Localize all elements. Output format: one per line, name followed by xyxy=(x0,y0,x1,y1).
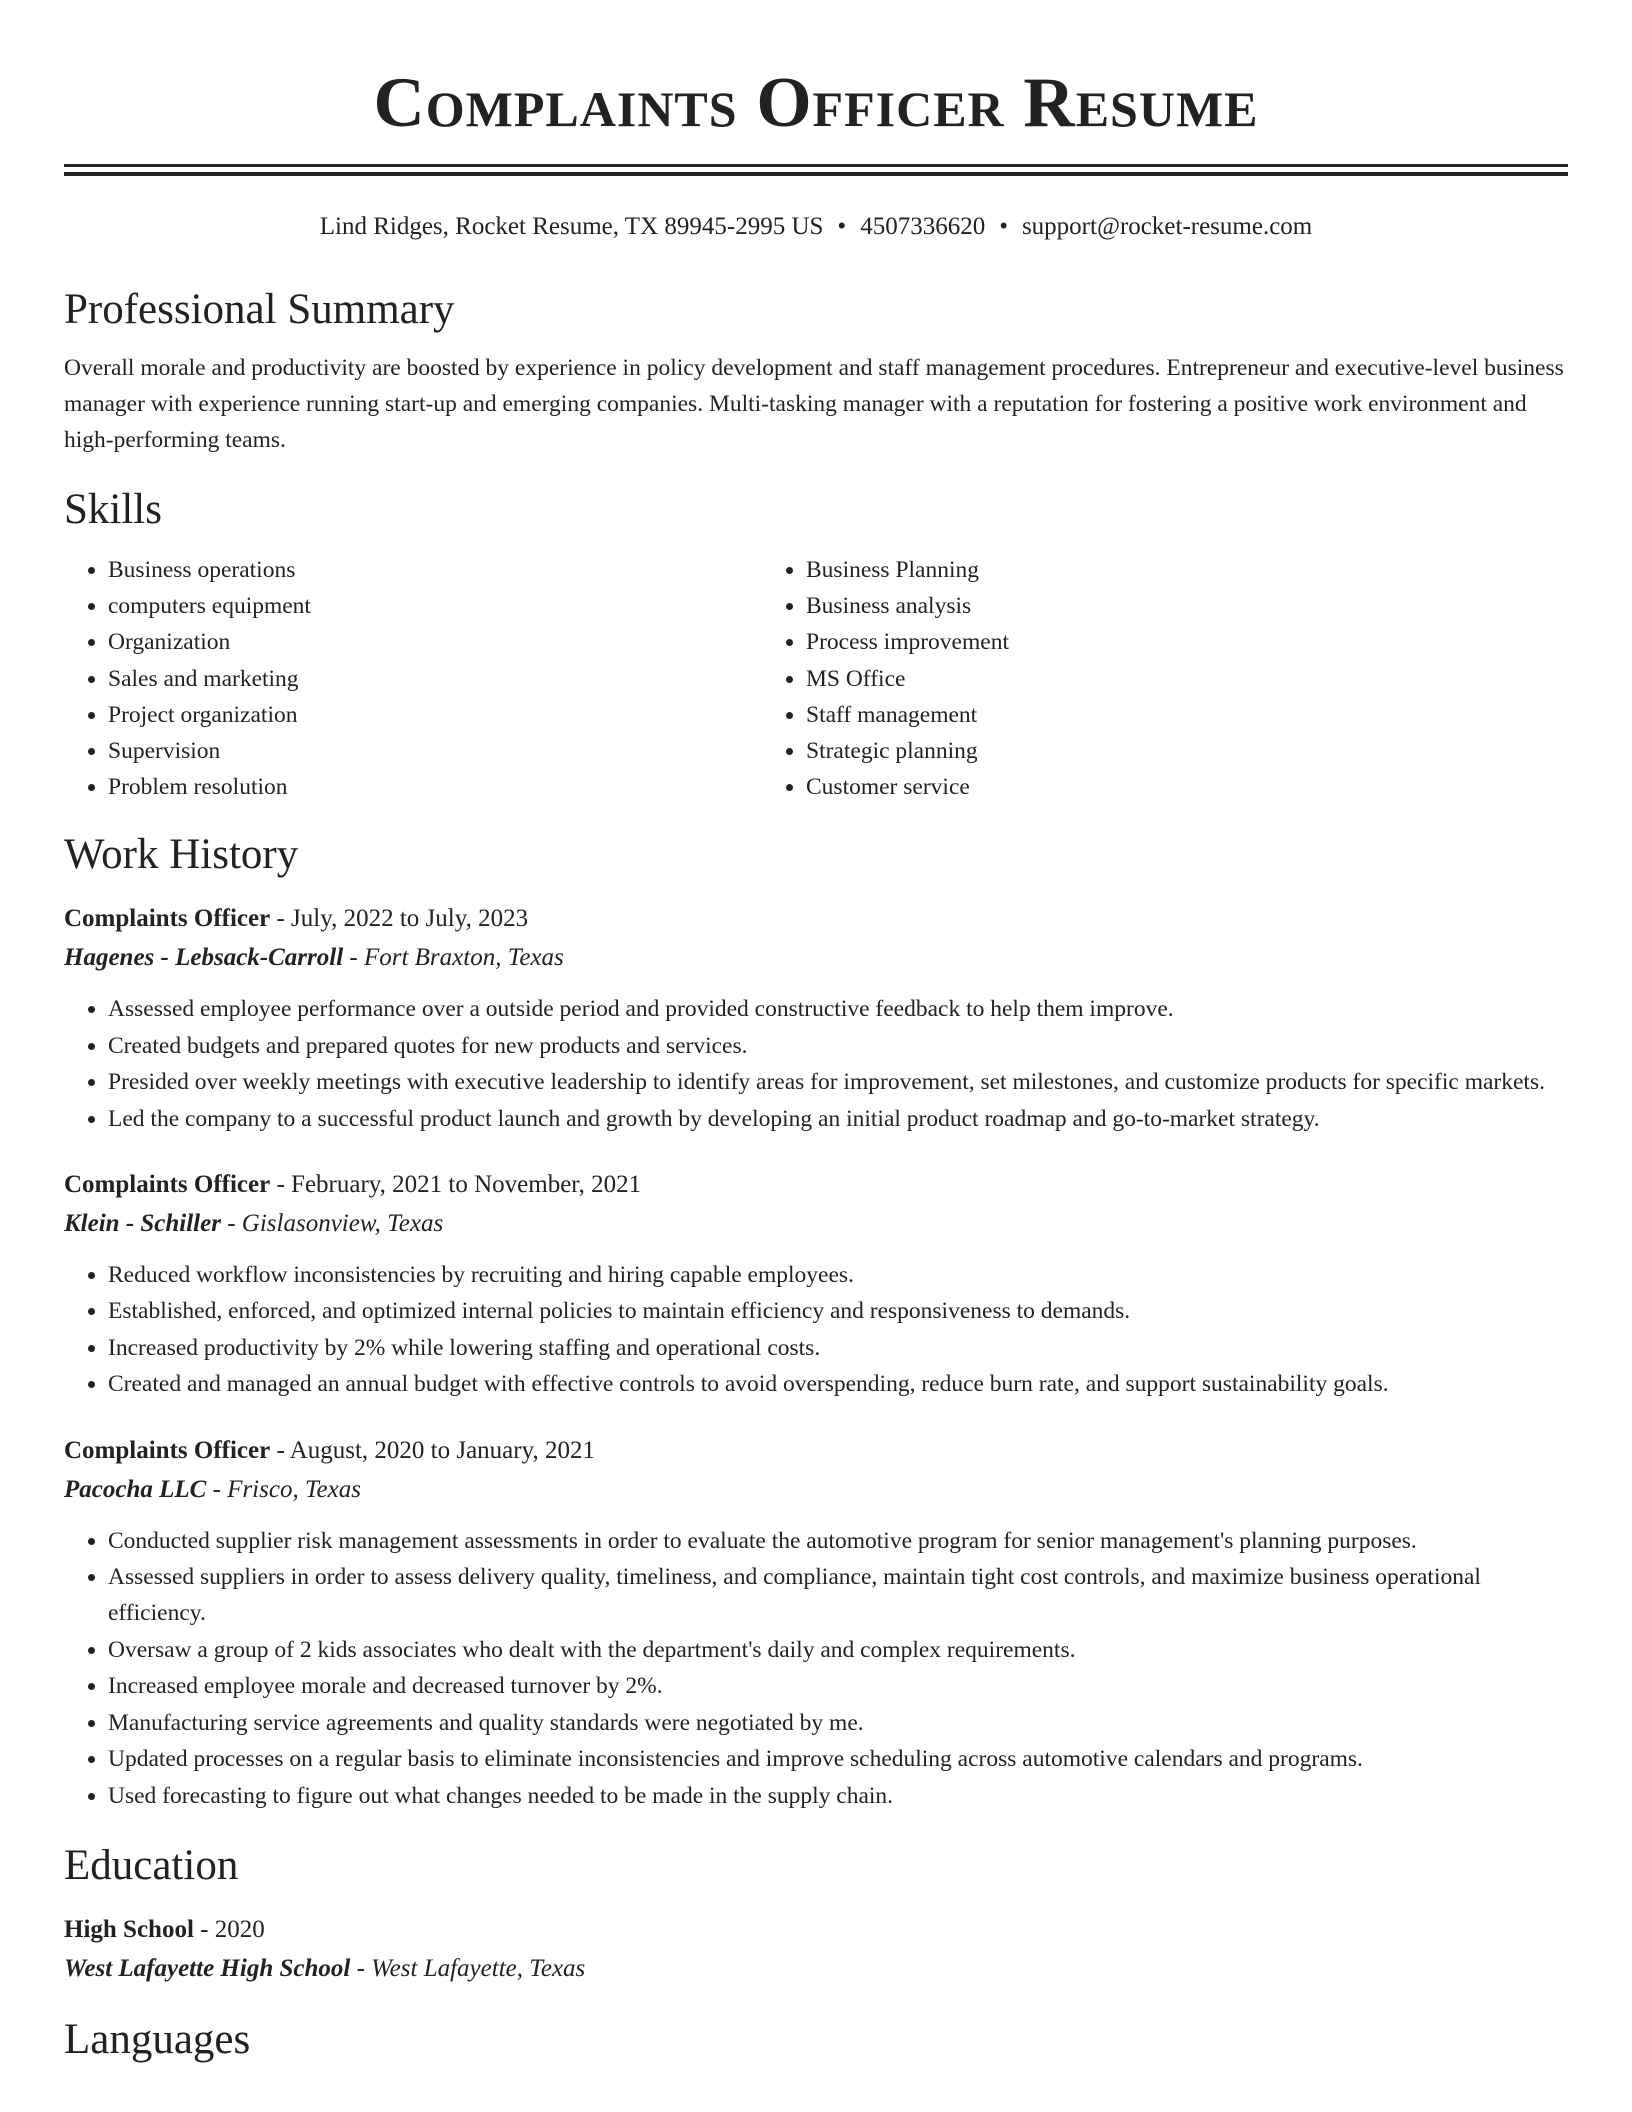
skill-item: • Staff management xyxy=(806,697,1504,733)
skill-item: • Problem resolution xyxy=(108,769,762,805)
job-bullet: • Assessed employee performance over a outside period and provided constructive feedback to help them improve. xyxy=(108,991,1568,1027)
school-line xyxy=(64,1949,1568,1988)
job-bullet: • Used forecasting to figure out what changes needed to be made in the supply chain. xyxy=(108,1778,1568,1814)
job-bullet: • Updated processes on a regular basis to eliminate inconsistencies and improve scheduling across automotive calendars and programs. xyxy=(108,1741,1568,1777)
job-bullets xyxy=(64,1523,1568,1814)
degree-line xyxy=(64,1910,1568,1949)
job-bullet: • Reduced workflow inconsistencies by recruiting and hiring capable employees. xyxy=(108,1257,1568,1293)
contact-separator: • xyxy=(999,213,1008,240)
skills-column-right xyxy=(762,552,1504,805)
skill-item: • Process improvement xyxy=(806,624,1504,660)
company-name: Pacocha LLC xyxy=(64,1475,207,1503)
job-title-line xyxy=(64,1431,1568,1470)
job-bullet: • Conducted supplier risk management assessments in order to evaluate the automotive program for senior management's planning purposes. xyxy=(108,1523,1568,1559)
company-line xyxy=(64,1470,1568,1509)
contact-email: support@rocket-resume.com xyxy=(1021,213,1313,240)
job-bullet: • Led the company to a successful product launch and growth by developing an initial product roadmap and go-to-market strategy. xyxy=(108,1101,1568,1137)
job-bullet: • Manufacturing service agreements and quality standards were negotiated by me. xyxy=(108,1705,1568,1741)
job-entry xyxy=(64,899,1568,1137)
job-entry xyxy=(64,1165,1568,1403)
contact-separator: • xyxy=(837,213,847,240)
company-name: Hagenes - Lebsack-Carroll xyxy=(64,944,344,972)
skill-item: • Strategic planning xyxy=(806,733,1504,769)
contact-address: Lind Ridges, Rocket Resume, TX 89945-2995 US xyxy=(319,213,824,240)
skill-item: • Sales and marketing xyxy=(108,661,762,697)
job-bullet: • Assessed suppliers in order to assess delivery quality, timeliness, and compliance, maintain tight cost controls, and maximize business operational efficiency. xyxy=(108,1559,1568,1632)
resume-page xyxy=(64,0,1568,2066)
skill-item: • Customer service xyxy=(806,769,1504,805)
education-heading: Education xyxy=(64,1841,239,1889)
skill-item: • Business Planning xyxy=(806,552,1504,588)
skill-item: • Organization xyxy=(108,624,762,660)
education-entry xyxy=(64,1910,1568,1988)
job-dates: - August, 2020 to January, 2021 xyxy=(270,1436,595,1464)
skills-column-left xyxy=(64,552,762,805)
company-location: - Fort Braxton, Texas xyxy=(343,944,564,972)
job-title: Complaints Officer xyxy=(64,905,271,933)
title-rule-top xyxy=(64,164,1568,167)
company-name: Klein - Schiller xyxy=(64,1210,221,1238)
skill-item: • Supervision xyxy=(108,733,762,769)
skills-heading: Skills xyxy=(64,486,162,533)
job-dates: - February, 2021 to November, 2021 xyxy=(270,1171,642,1199)
summary-heading: Professional Summary xyxy=(64,286,455,333)
resume-title: Complaints Officer Resume xyxy=(373,64,1259,142)
job-title-line xyxy=(64,1165,1568,1204)
job-bullets xyxy=(64,1257,1568,1403)
company-line xyxy=(64,938,1568,977)
job-title: Complaints Officer xyxy=(64,1171,271,1199)
contact-phone: 4507336620 xyxy=(860,213,986,240)
job-bullet: • Established, enforced, and optimized internal policies to maintain efficiency and responsiveness to demands. xyxy=(108,1293,1568,1329)
skill-item: • Business operations xyxy=(108,552,762,588)
languages-heading: Languages xyxy=(64,2015,251,2063)
company-location: - Frisco, Texas xyxy=(206,1475,361,1503)
job-bullet: • Created and managed an annual budget with effective controls to avoid overspending, reduce burn rate, and support sustainability goals. xyxy=(108,1366,1568,1402)
job-title: Complaints Officer xyxy=(64,1436,271,1464)
job-bullet: • Created budgets and prepared quotes for new products and services. xyxy=(108,1028,1568,1064)
title-rule-bottom xyxy=(64,172,1568,176)
skills-list xyxy=(64,552,1568,805)
graduation-year: - 2020 xyxy=(193,1915,265,1943)
job-bullet: • Oversaw a group of 2 kids associates who dealt with the department's daily and complex requirements. xyxy=(108,1632,1568,1668)
job-bullets xyxy=(64,991,1568,1137)
job-bullet: • Presided over weekly meetings with executive leadership to identify areas for improvement, set milestones, and customize products for specific markets. xyxy=(108,1064,1568,1100)
work-history-heading: Work History xyxy=(64,831,299,879)
job-entry xyxy=(64,1431,1568,1814)
contact-line xyxy=(64,210,1568,244)
company-line xyxy=(64,1204,1568,1243)
school-location: - West Lafayette, Texas xyxy=(350,1954,586,1982)
degree: High School xyxy=(64,1915,194,1943)
school-name: West Lafayette High School xyxy=(64,1954,351,1982)
company-location: - Gislasonview, Texas xyxy=(220,1210,444,1238)
skill-item: • Project organization xyxy=(108,697,762,733)
skill-item: • Business analysis xyxy=(806,588,1504,624)
job-dates: - July, 2022 to July, 2023 xyxy=(270,905,529,933)
skill-item: • MS Office xyxy=(806,661,1504,697)
job-bullet: • Increased productivity by 2% while lowering staffing and operational costs. xyxy=(108,1330,1568,1366)
skill-item: • computers equipment xyxy=(108,588,762,624)
summary-text: Overall morale and productivity are boosted by experience in policy development and staff management procedures. Entrepreneur and executive-level business manager with experience running start-up and emerging companies. Multi-tasking manager with a reputation for fostering a positive work environment and high-performing teams. xyxy=(64,355,1564,453)
job-bullet: • Increased employee morale and decreased turnover by 2%. xyxy=(108,1668,1568,1704)
job-title-line xyxy=(64,899,1568,938)
